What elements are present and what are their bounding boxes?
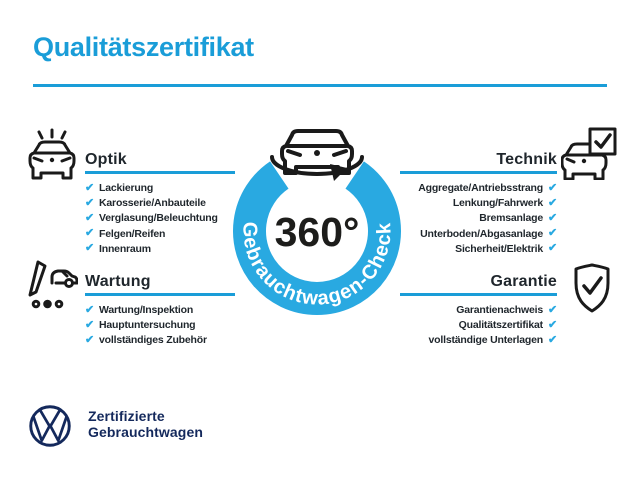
technik-checklist	[337, 181, 557, 257]
check-icon: ✔	[85, 318, 95, 331]
checklist-item-label: Bremsanlage	[479, 212, 543, 225]
shiny-car-icon	[26, 128, 78, 185]
shield-check-icon	[570, 262, 614, 319]
page-title: Qualitätszertifikat	[33, 32, 254, 62]
checklist-item-label: Qualitätszertifikat	[458, 319, 543, 332]
check-icon: ✔	[85, 211, 95, 224]
checklist-item	[337, 226, 557, 241]
checklist-item	[337, 333, 557, 348]
check-icon: ✔	[547, 303, 557, 316]
section-heading-garantie: Garantie	[490, 273, 557, 290]
checklist-item	[85, 211, 245, 226]
checklist-item-label: Lenkung/Fahrwerk	[452, 197, 543, 210]
check-icon: ✔	[547, 318, 557, 331]
section-heading-technik: Technik	[496, 151, 557, 168]
checklist-item	[85, 226, 245, 241]
check-icon: ✔	[547, 242, 557, 255]
checklist-item-label: Innenraum	[99, 242, 151, 255]
checklist-item	[337, 211, 557, 226]
service-checklist-icon	[26, 259, 78, 316]
check-icon: ✔	[547, 181, 557, 194]
footer-claim-line1: Zertifizierte	[88, 408, 165, 424]
checklist-item-label: Hauptuntersuchung	[99, 319, 196, 332]
wartung-checklist	[85, 303, 245, 349]
checklist-item	[337, 181, 557, 196]
garantie-checklist	[337, 303, 557, 349]
checklist-item	[337, 196, 557, 211]
check-icon: ✔	[547, 227, 557, 240]
section-optik	[85, 150, 245, 256]
section-heading-optik: Optik	[85, 151, 127, 168]
footer-claim-line2: Gebrauchtwagen	[88, 423, 203, 440]
checklist-item	[85, 181, 245, 196]
check-icon: ✔	[85, 242, 95, 255]
vw-logo	[28, 404, 72, 453]
checklist-item-label: Felgen/Reifen	[99, 227, 166, 240]
checklist-item-label: Sicherheit/Elektrik	[455, 242, 543, 255]
checklist-item-label: Wartung/Inspektion	[99, 304, 194, 317]
section-garantie	[337, 272, 557, 348]
section-underline	[400, 293, 557, 296]
checklist-item	[85, 196, 245, 211]
checklist-item-label: Aggregate/Antriebsstrang	[418, 182, 543, 195]
checklist-item	[85, 303, 245, 318]
check-icon: ✔	[547, 196, 557, 209]
checklist-item	[337, 303, 557, 318]
footer-claim	[88, 409, 203, 440]
checklist-item-label: Garantienachweis	[456, 304, 543, 317]
checklist-item-label: Lackierung	[99, 182, 154, 195]
checklist-item	[337, 241, 557, 256]
check-icon: ✔	[547, 211, 557, 224]
checklist-item	[85, 241, 245, 256]
check-icon: ✔	[85, 196, 95, 209]
check-icon: ✔	[85, 333, 95, 346]
check-icon: ✔	[85, 181, 95, 194]
section-underline	[400, 171, 557, 174]
check-icon: ✔	[85, 227, 95, 240]
checklist-item-label: Verglasung/Beleuchtung	[99, 212, 218, 225]
optik-checklist	[85, 181, 245, 257]
checklist-item	[337, 318, 557, 333]
section-underline	[85, 171, 235, 174]
section-wartung	[85, 272, 245, 348]
car-checkbox-icon	[561, 127, 618, 185]
checklist-item-label: Karosserie/Anbauteile	[99, 197, 206, 210]
check-icon: ✔	[547, 333, 557, 346]
section-underline	[85, 293, 235, 296]
section-heading-wartung: Wartung	[85, 273, 151, 290]
checklist-item-label: vollständige Unterlagen	[428, 334, 543, 347]
title-divider	[33, 84, 607, 87]
checklist-item	[85, 333, 245, 348]
degree-value: 360°	[274, 209, 360, 255]
check-icon: ✔	[85, 303, 95, 316]
checklist-item-label: vollständiges Zubehör	[99, 334, 207, 347]
ring-label: Gebrauchtwagen-Check	[238, 221, 396, 310]
checklist-item	[85, 318, 245, 333]
checklist-item-label: Unterboden/Abgasanlage	[420, 227, 543, 240]
section-technik	[337, 150, 557, 256]
